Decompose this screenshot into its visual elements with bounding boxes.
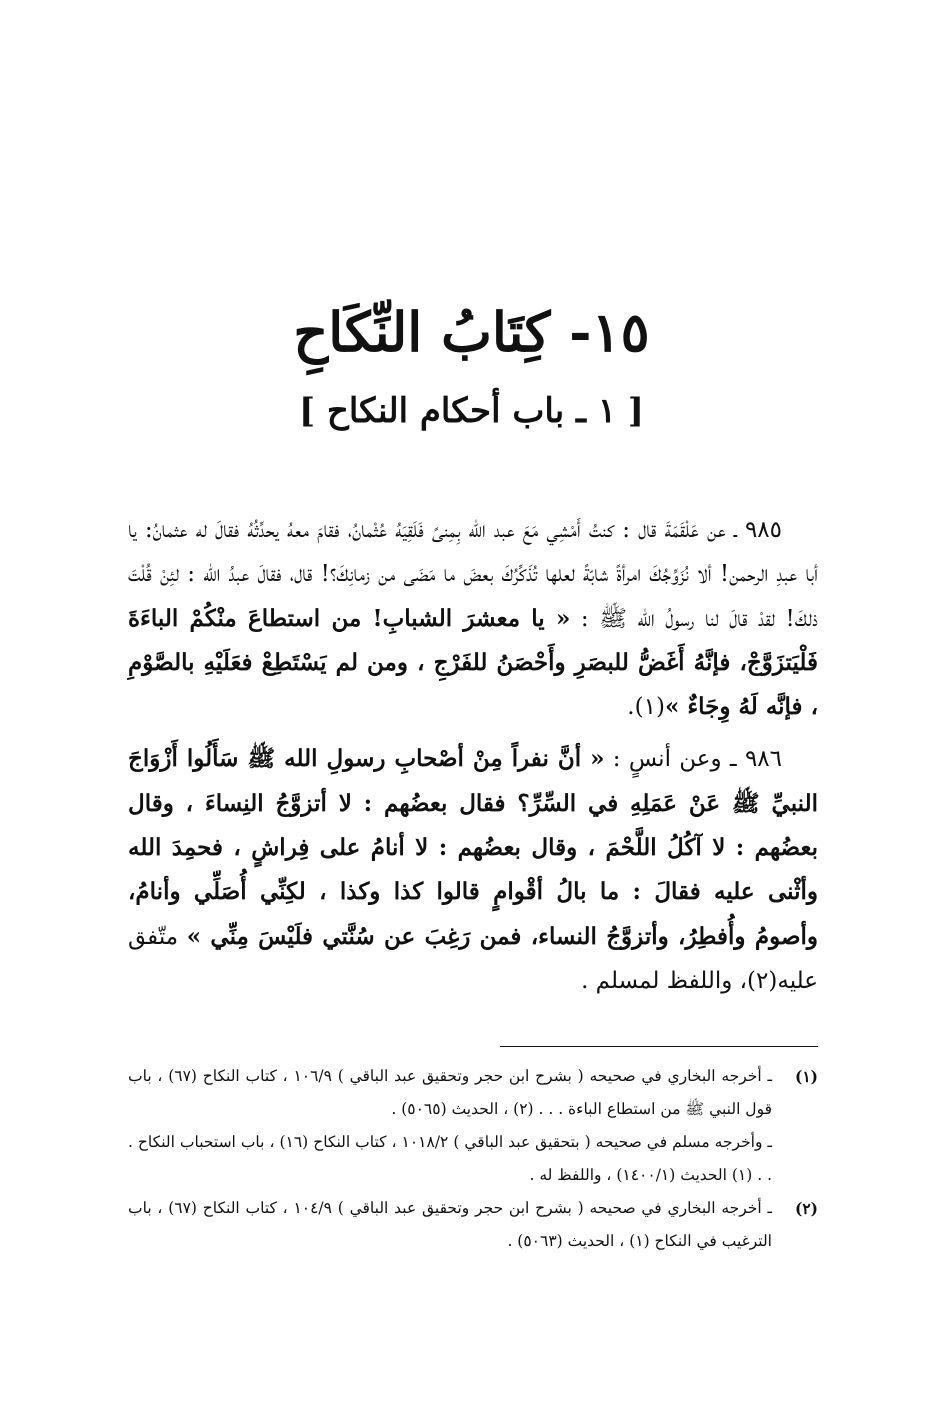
footnotes (128, 1060, 818, 1258)
section-title: [ ١ ـ باب أحكام النكاح ] (298, 391, 645, 431)
hadith-986-quote: « أنَّ نفراً مِنْ أصْحابِ رسولِ الله ﷺ سَأَلُوا أَزْوَاجَ النبيِّ ﷺ عَنْ عَمَلِهِ في السِّرِّ؟ فقال بعضُهم : لا أتزوَّجُ النِساءَ ، وقال بعضُهم : لا آكُلُ اللَّحْمَ ، وقال بعضُهم : لا أنامُ على فِراشٍ ، فحمِدَ الله وأثْنى عليه فقالَ : ما بالُ أقْوامٍ قالوا كذا وكذا ، لكِنِّي أُصَلِّي وأنامُ، وأصومُ وأُفطِرُ، وأتزوَّجُ النساء، فمن رَغِبَ عن سُنَّتي فلَيْسَ مِنِّي » (128, 745, 819, 950)
hadith-985 (128, 508, 818, 729)
footnote-1b-text: ـ وأخرجه مسلم في صحيحه ( بتحقيق عبد الباقي ) ١٠١٨/٢ ، كتاب النكاح (١٦) ، باب استحباب النكاح . . . (١) الحديث (١٤٠٠/١) ، واللفظ له . (128, 1133, 772, 1184)
footnote-1-text: ـ أخرجه البخاري في صحيحه ( بشرح ابن حجر وتحقيق عبد الباقي ) ١٠٦/٩ ، كتاب النكاح (٦٧) ، باب قول النبي ﷺ من استطاع الباءة . . . (٢) ، الحديث (٥٠٦٥) . (128, 1067, 772, 1118)
hadith-985-quote: « يا معشرَ الشبابِ! من استطاعَ منْكُمْ الباءَةَ فَلْيَتزَوَّجْ، فإنَّهُ أَغَضُّ للبصَرِ وأَحْصَنُ للفَرْجِ ، ومن لم يَسْتَطِعْ فعَلَيْهِ بالصَّوْمِ ، فإنَّه لَهُ وِجَاءٌ » (128, 604, 818, 721)
footnote-2-number: (٢) (794, 1199, 818, 1218)
footnote-separator (500, 1046, 818, 1047)
footnote-2 (128, 1192, 818, 1258)
hadith-985-intro: ٩٨٥ ـ عن عَلْقَمَةَ قال : كنتُ أَمْشِي مَعَ عبد الله بِمِنىً فَلَقِيَهُ عُثْمانُ، فقامَ معهُ يحدِّثُهُ فقالَ له عثمانُ: يا أبا عبدِ الرحمن! ألا نُزَوِّجُكَ امرأةً شابّةً لعلها تُذَكِّرُكَ بعضَ ما مَضَى من زمانِكَ؟! قال، فقالَ عبدُ الله : لئِنْ قُلْتَ ذلكَ! لقدْ قالَ لنا رسولُ الله ﷺ : (128, 517, 818, 632)
chapter-title: ١٥- كِتَابُ النِّكَاحِ (293, 300, 650, 364)
main-text (128, 508, 818, 1011)
footnote-1 (128, 1060, 818, 1126)
footnote-1-continuation (128, 1126, 818, 1192)
hadith-986-intro: ٩٨٦ ـ وعن أنسٍ : (604, 746, 783, 773)
hadith-986 (128, 737, 818, 1003)
footnote-2-text: ـ أخرجه البخاري في صحيحه ( بشرح ابن حجر وتحقيق عبد الباقي ) ١٠٤/٩ ، كتاب النكاح (٦٧) ، باب الترغيب في النكاح (١) ، الحديث (٥٠٦٣) . (128, 1199, 772, 1250)
footnote-1-number: (١) (794, 1067, 818, 1086)
hadith-985-ref: (١). (627, 694, 665, 721)
hadith-986-ref: متّفق عليه(٢)، واللفظ لمسلم . (128, 923, 818, 994)
